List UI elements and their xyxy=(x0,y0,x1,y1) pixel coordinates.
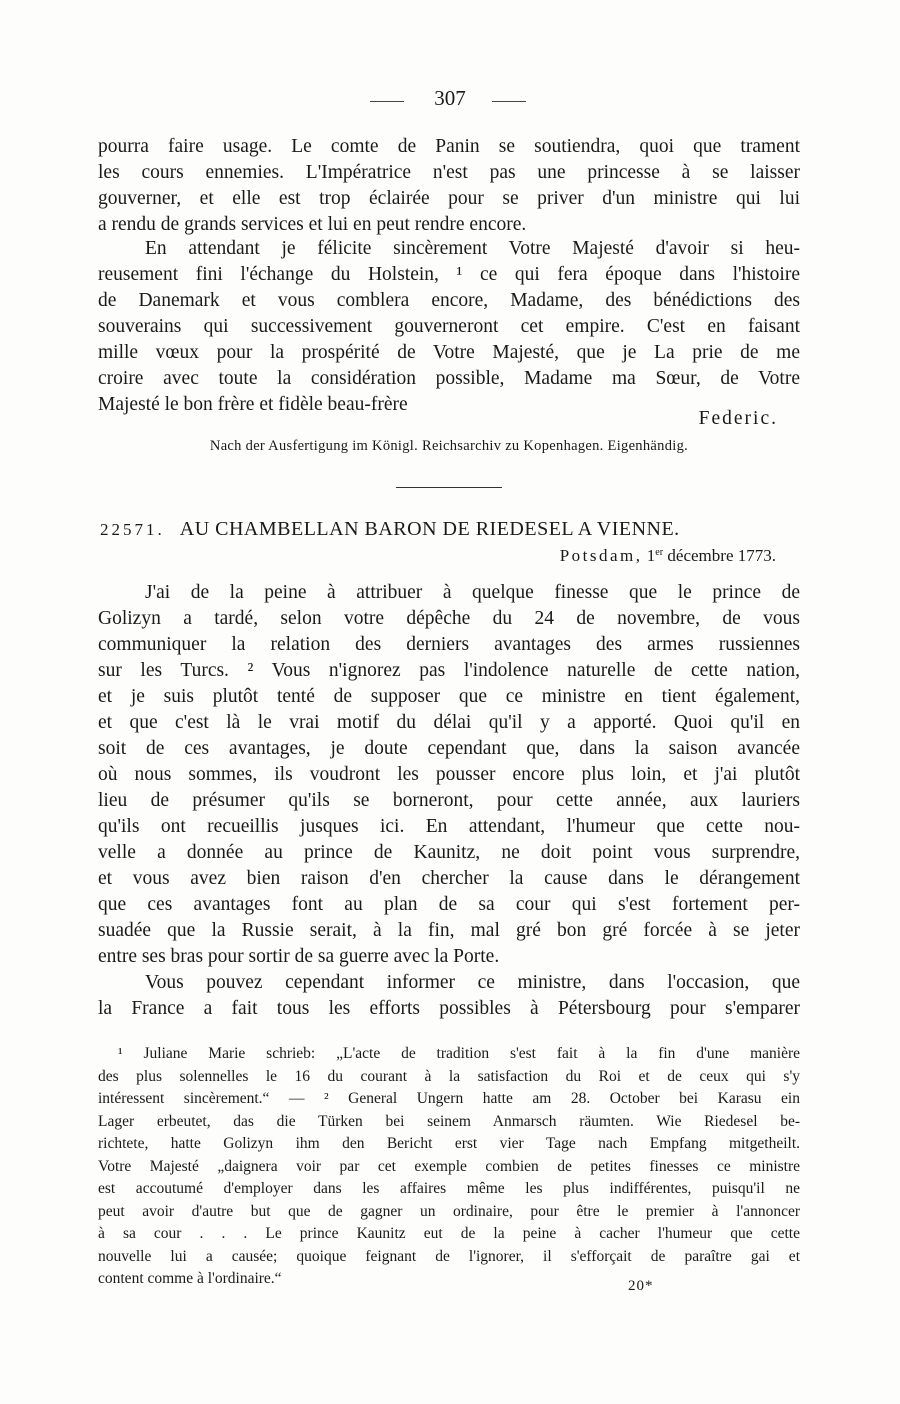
text-line: En attendant je félicite sincèrement Votre Majesté d'avoir si heu- xyxy=(145,238,800,259)
letter-date-rest: décembre 1773. xyxy=(667,546,776,565)
letter-title: AU CHAMBELLAN BARON DE RIEDESEL A VIENNE. xyxy=(179,518,680,540)
footnotes xyxy=(98,1043,800,1291)
sheet-signature: 20* xyxy=(628,1278,654,1294)
text-line: J'ai de la peine à attribuer à quelque finesse que le prince de xyxy=(145,582,800,603)
text-line: entre ses bras pour sortir de sa guerre avec la Porte. xyxy=(98,946,500,967)
letter-number: 22571. xyxy=(100,520,165,539)
text-line: reusement fini l'échange du Holstein, ¹ ce qui fera époque dans l'histoire xyxy=(98,264,800,285)
text-line: Vous pouvez cependant informer ce ministre, dans l'occasion, que xyxy=(145,972,800,993)
header-rule-left xyxy=(370,101,404,102)
text-line: suadée que la Russie serait, à la fin, mal gré bon gré forcée à se jeter xyxy=(98,920,800,941)
text-line: que ces avantages font au plan de sa cour qui s'est fortement per- xyxy=(98,894,800,915)
letter-place: Potsdam, xyxy=(559,546,643,565)
footnote-line: Votre Majesté „daignera voir par cet exemple combien de petites finesses ce ministre xyxy=(98,1157,800,1175)
header-rule-right xyxy=(492,101,526,102)
source-note: Nach der Ausfertigung im Königl. Reichsarchiv zu Kopenhagen. Eigenhändig. xyxy=(209,438,689,454)
letter-paragraph-2 xyxy=(98,970,800,1022)
text-line: la France a fait tous les efforts possibles à Pétersbourg pour s'emparer xyxy=(98,998,800,1019)
footnote-line: intéressent sincèrement.“ — ² General Ungern hatte am 28. October bei Karasu ein xyxy=(98,1090,800,1107)
letter-date-day: 1 xyxy=(646,546,656,565)
letter-signature: Federic. xyxy=(698,408,778,429)
text-line: gouverner, et elle est trop éclairée pour se priver d'un ministre qui lui xyxy=(98,188,800,209)
text-line: Majesté le bon frère et fidèle beau-frère xyxy=(98,394,408,415)
text-line: de Danemark et vous comblera encore, Madame, des bénédictions des xyxy=(98,290,800,311)
text-line: mille vœux pour la prospérité de Votre Majesté, que je La prie de me xyxy=(98,342,800,363)
letter-dateline xyxy=(560,546,776,566)
page-number: 307 xyxy=(434,86,466,110)
letter-date-sup: er xyxy=(655,547,664,558)
text-line: a rendu de grands services et lui en peut rendre encore. xyxy=(98,214,527,235)
footnote-line: ¹ Juliane Marie schrieb: „L'acte de tradition s'est fait à la fin d'une manière xyxy=(118,1045,800,1062)
page-header xyxy=(98,86,800,114)
section-divider xyxy=(396,487,502,488)
text-line: les cours ennemies. L'Impératrice n'est pas une princesse à se laisser xyxy=(98,162,800,183)
footnote-line: est accoutumé d'employer dans les affaires même les plus indifférentes, puisqu'il ne xyxy=(98,1180,800,1197)
text-line: et que c'est là le vrai motif du délai qu'il y a apporté. Quoi qu'il en xyxy=(98,712,800,733)
footnote-line: peut avoir d'autre but que de gagner un ordinaire, pour être le premier à l'annoncer xyxy=(98,1202,800,1220)
text-line: communiquer la relation des derniers avantages des armes russiennes xyxy=(98,634,800,655)
text-line: et vous avez bien raison d'en chercher la cause dans le dérangement xyxy=(98,868,800,889)
text-line: sur les Turcs. ² Vous n'ignorez pas l'indolence naturelle de cette nation, xyxy=(98,660,800,681)
text-line: où nous sommes, ils voudront les pousser encore plus loin, et j'ai plutôt xyxy=(98,764,800,785)
closing-paragraph xyxy=(98,236,800,418)
text-line: qu'ils ont recueillis jusques ici. En attendant, l'humeur que cette nou- xyxy=(98,816,800,837)
letter-paragraph-1 xyxy=(98,580,800,970)
text-line: lieu de présumer qu'ils se borneront, pour cette année, aux lauriers xyxy=(98,790,800,811)
letter-heading xyxy=(100,518,800,541)
text-line: soit de ces avantages, je doute cependant que, dans la saison avancée xyxy=(98,738,800,759)
text-line: souverains qui successivement gouverneront cet empire. C'est en faisant xyxy=(98,316,800,337)
text-line: pourra faire usage. Le comte de Panin se soutiendra, quoi que trament xyxy=(98,136,800,157)
footnote-line: richtete, hatte Golizyn ihm den Bericht erst vier Tage nach Empfang mitgetheilt. xyxy=(98,1135,800,1152)
text-line: et je suis plutôt tenté de supposer que ce ministre en tient également, xyxy=(98,686,800,707)
footnote-line: content comme à l'ordinaire.“ xyxy=(98,1270,282,1287)
footnote-line: des plus solennelles le 16 du courant à la satisfaction du Roi et de ceux qui s'y xyxy=(98,1067,800,1085)
text-line: croire avec toute la considération possible, Madame ma Sœur, de Votre xyxy=(98,368,800,389)
text-line: velle a donnée au prince de Kaunitz, ne doit point vous surprendre, xyxy=(98,842,800,863)
footnote-line: nouvelle lui a causée; quoique feignant de l'ignorer, il s'efforçait de paraître gai et xyxy=(98,1247,800,1265)
continuation-paragraph xyxy=(98,134,800,238)
footnote-line: Lager erbeutet, das die Türken bei seinem Anmarsch räumten. Wie Riedesel be- xyxy=(98,1112,800,1130)
footnote-line: à sa cour . . . Le prince Kaunitz eut de la peine à cacher l'humeur que cette xyxy=(98,1225,800,1242)
text-line: Golizyn a tardé, selon votre dépêche du 24 de novembre, de vous xyxy=(98,608,800,629)
